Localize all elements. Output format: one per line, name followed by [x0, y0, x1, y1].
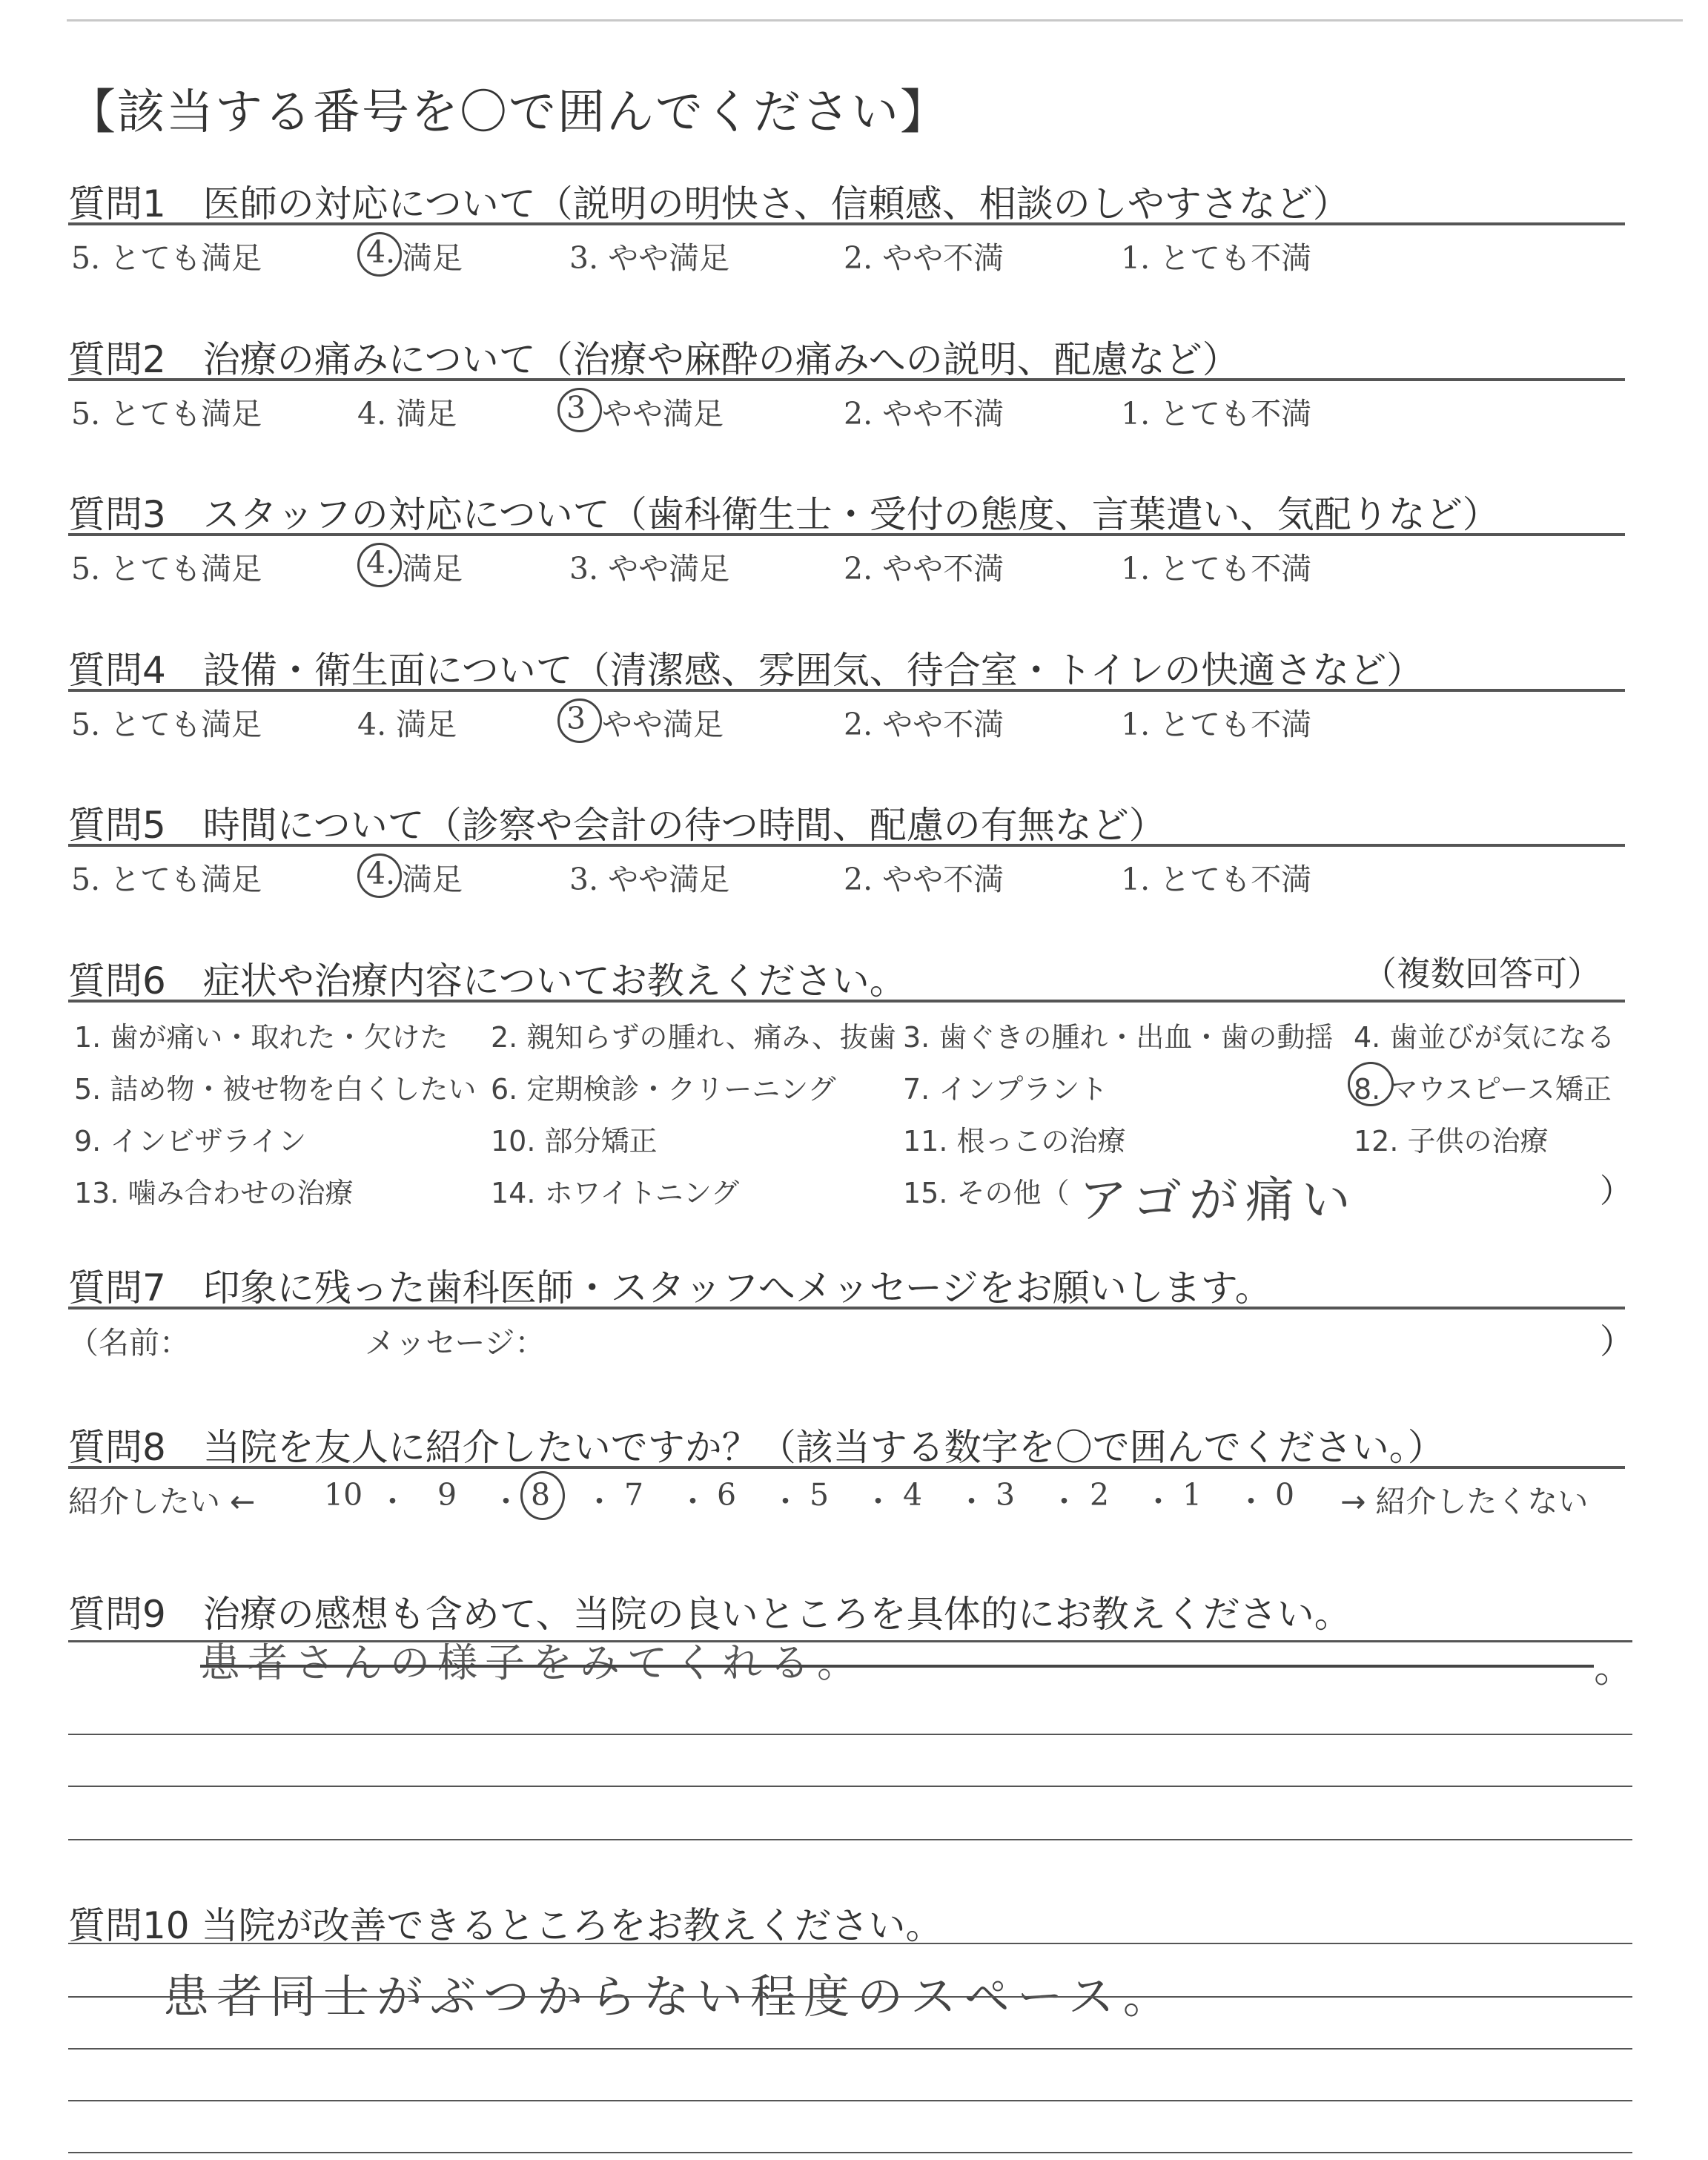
q2-option-1: 1. とても不満 [1121, 396, 1312, 432]
q2-selected-mark: 3 [566, 390, 586, 426]
q8-scale-7: 7 [624, 1477, 644, 1513]
q1-selected-mark: 4. [366, 234, 396, 270]
q1-rule [68, 222, 1625, 225]
page-header: 【該当する番号を〇で囲んでください】 [68, 85, 949, 140]
q2-option-2: 2. やや不満 [844, 396, 1004, 432]
top-divider [67, 19, 1683, 22]
q1-option-2: 2. やや不満 [844, 240, 1004, 276]
q8-scale-9: 9 [437, 1477, 457, 1513]
q8-scale-1: 1 [1182, 1477, 1202, 1513]
q5-option-3: 3. やや満足 [569, 862, 730, 897]
q3-option-1: 1. とても不満 [1121, 551, 1312, 587]
q1-title: 質問1 医師の対応について（説明の明快さ、信頼感、相談のしやすさなど） [68, 182, 1350, 225]
q8-separator: ・ [491, 1484, 521, 1519]
q8-scale-0: 0 [1275, 1477, 1295, 1513]
q6-option-2: 2. 親知らずの腫れ、痛み、抜歯 [491, 1021, 896, 1054]
q8-left-label: 紹介したい ← [68, 1484, 256, 1519]
q5-option-1: 1. とても不満 [1121, 862, 1312, 897]
q8-right-label: → 紹介したくない [1340, 1484, 1589, 1519]
q3-option-3: 3. やや満足 [569, 551, 730, 587]
q4-option-5: 5. とても満足 [71, 707, 262, 742]
q6-option-6: 6. 定期検診・クリーニング [491, 1073, 836, 1106]
q8-separator: ・ [1236, 1484, 1266, 1519]
q7-title: 質問7 印象に残った歯科医師・スタッフへメッセージをお願いします。 [68, 1266, 1272, 1309]
q9-title: 質問9 治療の感想も含めて、当院の良いところを具体的にお教えください。 [68, 1593, 1351, 1636]
q9-handwriting: 患者さんの様子をみてくれる。 [200, 1639, 864, 1686]
q2-option-5: 5. とても満足 [71, 396, 262, 432]
q2-selected-label: やや満足 [602, 396, 724, 432]
q3-option-5: 5. とても満足 [71, 551, 262, 587]
q1-selected-label: 満足 [402, 240, 463, 276]
q5-rule [68, 844, 1625, 847]
q8-separator: ・ [678, 1484, 708, 1519]
q6-option-7: 7. インプラント [903, 1073, 1108, 1106]
q6-title: 質問6 症状や治療内容についてお教えください。 [68, 960, 907, 1003]
q9-end-mark: 。 [1594, 1644, 1643, 1692]
q6-option-15: 15. その他（ [903, 1177, 1070, 1209]
q8-scale-5: 5 [810, 1477, 830, 1513]
q8-scale-2: 2 [1090, 1477, 1110, 1513]
q3-option-2: 2. やや不満 [844, 551, 1004, 587]
q1-option-3: 3. やや満足 [569, 240, 730, 276]
q6-option-3: 3. 歯ぐきの腫れ・出血・歯の動揺 [903, 1021, 1334, 1054]
q5-option-2: 2. やや不満 [844, 862, 1004, 897]
q3-selected-mark: 4. [366, 545, 396, 581]
q7-close: ） [1600, 1321, 1634, 1361]
q5-option-5: 5. とても満足 [71, 862, 262, 897]
q6-option-1: 1. 歯が痛い・取れた・欠けた [74, 1021, 448, 1054]
q8-separator: ・ [1143, 1484, 1174, 1519]
q8-scale-8: 8 [531, 1477, 551, 1513]
q8-title: 質問8 当院を友人に紹介したいですか？（該当する数字を〇で囲んでください。） [68, 1426, 1445, 1469]
q9-line-4 [68, 1839, 1632, 1840]
q5-selected-mark: 4. [366, 856, 396, 891]
q3-selected-label: 満足 [402, 551, 463, 587]
q1-option-5: 5. とても満足 [71, 240, 262, 276]
q7-name-label: （名前： [68, 1325, 190, 1361]
q6-other-close: ） [1600, 1172, 1632, 1210]
q8-rule [68, 1466, 1625, 1469]
q4-selected-label: やや満足 [602, 707, 724, 742]
q10-line-4 [68, 2100, 1632, 2101]
q4-option-1: 1. とても不満 [1121, 707, 1312, 742]
q4-selected-mark: 3 [566, 701, 586, 736]
q9-line-2 [68, 1734, 1632, 1735]
q4-title: 質問4 設備・衛生面について（清潔感、雰囲気、待合室・トイレの快適さなど） [68, 649, 1424, 692]
q6-option-5: 5. 詰め物・被せ物を白くしたい [74, 1073, 477, 1106]
q6-option-12: 12. 子供の治療 [1354, 1125, 1549, 1157]
q2-rule [68, 378, 1625, 381]
q8-scale-3: 3 [996, 1477, 1016, 1513]
q9-line-3 [68, 1786, 1632, 1787]
q8-scale-4: 4 [903, 1477, 923, 1513]
q8-selected-circle [520, 1471, 565, 1520]
q2-title: 質問2 治療の痛みについて（治療や麻酔の痛みへの説明、配慮など） [68, 338, 1239, 381]
q6-option-13: 13. 噛み合わせの治療 [74, 1177, 354, 1209]
q2-option-4: 4. 満足 [357, 396, 457, 432]
q6-option-9: 9. インビザライン [74, 1125, 307, 1157]
q6-note: （複数回答可） [1363, 954, 1601, 994]
q4-option-2: 2. やや不満 [844, 707, 1004, 742]
q8-scale-6: 6 [717, 1477, 737, 1513]
q5-selected-label: 満足 [402, 862, 463, 897]
q6-option-14: 14. ホワイトニング [491, 1177, 740, 1209]
q4-option-4: 4. 満足 [357, 707, 457, 742]
q10-line-2 [68, 1996, 1632, 1998]
q8-separator: ・ [863, 1484, 893, 1519]
q6-rule [68, 1000, 1625, 1003]
q8-separator: ・ [956, 1484, 987, 1519]
q1-option-1: 1. とても不満 [1121, 240, 1312, 276]
q6-option-10: 10. 部分矯正 [491, 1125, 658, 1157]
q6-option-11: 11. 根っこの治療 [903, 1125, 1126, 1157]
q8-separator: ・ [377, 1484, 408, 1519]
q6-option-8-circle [1348, 1062, 1394, 1106]
q10-line-3 [68, 2048, 1632, 2050]
q7-rule [68, 1307, 1625, 1309]
q7-message-label: メッセージ： [365, 1325, 546, 1361]
q4-rule [68, 689, 1625, 692]
q10-line-1 [68, 1943, 1632, 1944]
q6-other-handwriting: アゴが痛い [1079, 1172, 1358, 1229]
q10-line-5 [68, 2152, 1632, 2153]
q6-option-4: 4. 歯並びが気になる [1354, 1021, 1615, 1054]
q10-handwriting: 患者同士がぶつからない程度のスペース。 [163, 1969, 1176, 2024]
q8-separator: ・ [770, 1484, 801, 1519]
q5-title: 質問5 時間について（診察や会計の待つ時間、配慮の有無など） [68, 804, 1166, 847]
q8-separator: ・ [584, 1484, 615, 1519]
q6-option-8: 8. マウスピース矯正 [1354, 1073, 1612, 1106]
q3-title: 質問3 スタッフの対応について（歯科衛生士・受付の態度、言葉遣い、気配りなど） [68, 493, 1500, 536]
q9-strikethrough [200, 1665, 1594, 1668]
q10-title: 質問10 当院が改善できるところをお教えください。 [68, 1904, 943, 1947]
q8-separator: ・ [1049, 1484, 1079, 1519]
q8-scale-10: 10 [324, 1477, 363, 1513]
q3-rule [68, 533, 1625, 536]
